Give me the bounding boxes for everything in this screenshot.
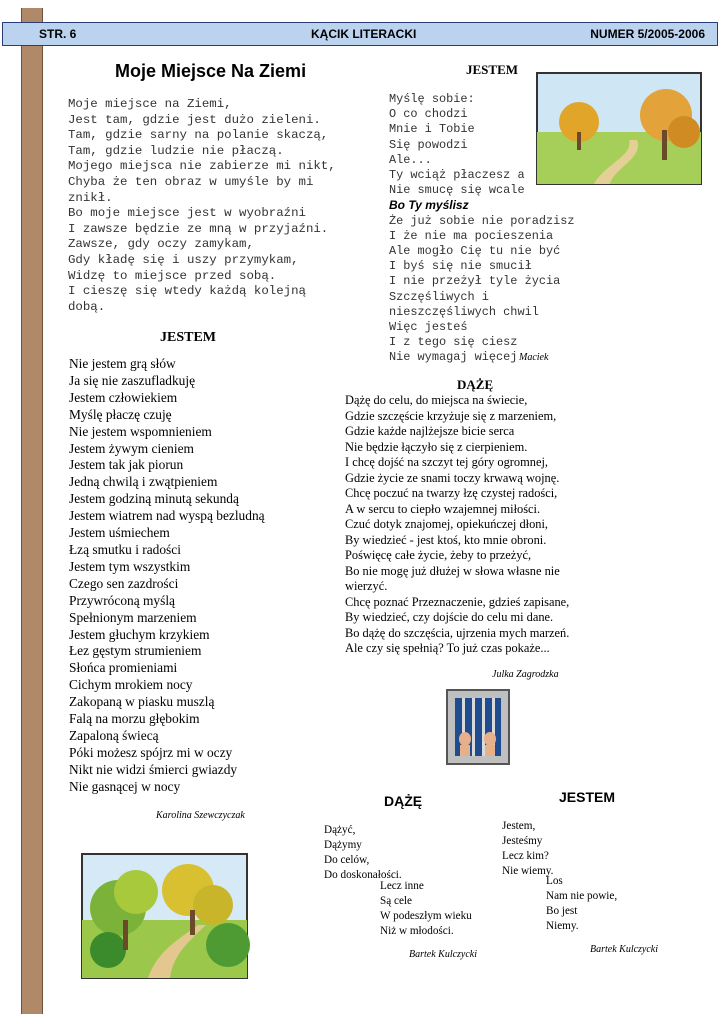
author-signature: Maciek <box>519 352 549 363</box>
poem-daze-julka <box>345 393 569 657</box>
poem-line: Nie smucę się wcale <box>389 183 525 198</box>
poem-daze-bartek-part1 <box>324 823 402 883</box>
poem-line: By wiedzieć, czy dojście do celu mi dane. <box>345 610 554 624</box>
poem-line: I chcę dojść na szczyt tej góry ogromnej, <box>345 455 548 469</box>
poem-title-daze: DĄŻĘ <box>457 377 494 392</box>
poem-line: Niż w młodości. <box>380 925 454 937</box>
poem-line: Jestem, <box>502 820 536 832</box>
poem-title-moje-miejsce: Moje Miejsce Na Ziemi <box>115 61 307 81</box>
poem-line: Myślę płaczę czuję <box>69 406 172 422</box>
poem-line: Czego sen zazdrości <box>69 575 179 591</box>
poem-line: Gdy kładę się i uszy przymykam, <box>68 252 299 267</box>
poem-line: Ale mogło Cię tu nie być <box>389 244 561 259</box>
poem-line: Do doskonałości. <box>324 869 402 881</box>
poem-line: Chcę poznać Przeznaczenie, gdzieś zapisane, <box>345 594 570 609</box>
page-header <box>2 22 718 46</box>
poem-line: O co chodzi <box>389 107 468 122</box>
poem-line: Jestem godziną minutą sekundą <box>69 491 239 507</box>
poem-line: I z tego się ciesz <box>389 335 518 350</box>
poem-line: Mojego miejsca nie zabierze mi nikt, <box>68 159 336 174</box>
poem-line: Ale czy się spełnią? To już czas pokaże... <box>345 641 550 655</box>
poem-jestem-bartek-part1 <box>502 819 553 879</box>
poem-line: Nam nie powie, <box>546 890 618 902</box>
poem-line: Jestem uśmiechem <box>69 525 170 541</box>
poem-line: Dążę do celu, do miejsca na świecie, <box>345 393 528 407</box>
author-signature: Karolina Szewczyczak <box>156 810 245 821</box>
poem-daze-bartek-part2 <box>380 879 472 939</box>
poem-line: Falą na morzu głębokim <box>69 711 200 727</box>
poem-line: Jestem żywym cieniem <box>69 440 194 456</box>
poem-line: Łez gęstym strumieniem <box>69 643 202 659</box>
prison-bars-image <box>446 689 510 765</box>
poem-line: A w sercu to ciepło wzajemnej miłości. <box>345 501 541 516</box>
poem-line: Dążyć, <box>324 824 356 836</box>
poem-line: Nie gasnącej w nocy <box>69 778 181 794</box>
poem-line: Cichym mrokiem nocy <box>69 677 193 693</box>
poem-line: Tam, gdzie sarny na polanie skaczą, <box>68 128 329 143</box>
poem-line: Gdzie szczęście krzyżuje się z marzeniem, <box>345 408 557 423</box>
poem-line: Szczęśliwych i <box>389 289 489 304</box>
left-margin-bar <box>21 8 43 1014</box>
poem-line: Mnie i Tobie <box>389 122 475 137</box>
poem-line: Bo nie mogę już dłużej w słowa własne nie <box>345 563 560 578</box>
poem-line: wierzyć. <box>345 579 388 593</box>
poem-line: Póki możesz spójrz mi w oczy <box>69 744 233 760</box>
poem-line: Nie jestem wspomnieniem <box>69 423 212 439</box>
poem-line: Los <box>546 875 563 887</box>
poem-title-jestem: JESTEM <box>160 330 217 345</box>
poem-line: Nie jestem grą słów <box>69 356 176 371</box>
tree-landscape-image <box>78 850 251 982</box>
poem-jestem-maciek <box>389 92 575 366</box>
poem-line: Jedną chwilą i zwątpieniem <box>69 474 218 490</box>
poem-line: Widzę to miejsce przed sobą. <box>68 268 277 283</box>
poem-line: Zakopaną w piasku muszlą <box>69 694 215 710</box>
poem-line: Chyba że ten obraz w umyśle by mi <box>68 174 314 189</box>
section-title: KĄCIK LITERACKI <box>311 27 417 41</box>
poem-line: dobą. <box>68 299 106 314</box>
poem-line: W podeszłym wieku <box>380 910 472 922</box>
poem-line: Jestem tym wszystkim <box>69 558 191 574</box>
poem-line: Nie będzie łączyło się z cierpieniem. <box>345 439 528 454</box>
poem-line: Jest tam, gdzie jest dużo zieleni. <box>68 112 321 127</box>
poem-line: Zapaloną świecą <box>69 727 159 743</box>
poem-line: I cieszę się wtedy każdą kolejną <box>68 284 306 299</box>
author-signature: Bartek Kulczycki <box>590 944 659 955</box>
poem-line: Jestem głuchym krzykiem <box>69 626 210 642</box>
poem-line-emphasis: Bo Ty myślisz <box>389 198 469 213</box>
poem-line: Są cele <box>380 895 412 907</box>
poem-line: Się powodzi <box>389 137 468 152</box>
poem-line: Moje miejsce na Ziemi, <box>68 97 232 111</box>
poem-line: znikł. <box>68 190 113 205</box>
poem-line: Nikt nie widzi śmierci gwiazdy <box>69 761 238 777</box>
poem-line: I byś się nie smucił <box>389 259 532 274</box>
poem-line: Że już sobie nie poradzisz <box>389 213 575 228</box>
poem-line: Czuć dotyk znajomej, opiekuńczej dłoni, <box>345 517 549 531</box>
poem-line: I zawsze będzie ze mną w przyjaźni. <box>68 221 329 236</box>
poem-line: Jestem wiatrem nad wyspą bezludną <box>69 508 265 524</box>
poem-line: Tam, gdzie ludzie nie płaczą. <box>68 143 284 158</box>
author-signature: Julka Zagrodzka <box>492 669 559 680</box>
poem-line: Słońca promieniami <box>69 660 178 676</box>
poem-line: Bo dążę do szczęścia, ujrzenia mych marzeń. <box>345 625 570 640</box>
poem-line: Dążymy <box>324 839 362 851</box>
poem-line: Jestem człowiekiem <box>69 389 178 405</box>
poem-line: Gdzie każde najlżejsze bicie serca <box>345 424 515 438</box>
poem-line: I że nie ma pocieszenia <box>389 228 554 243</box>
prison-bars-icon <box>446 689 510 765</box>
poem-line: Gdzie życie ze snami toczy krwawą wojnę. <box>345 470 560 485</box>
poem-line: Lecz inne <box>380 880 424 892</box>
poem-line: I nie przeżył tyle życia <box>389 274 561 289</box>
poem-line: Łzą smutku i radości <box>69 541 181 557</box>
poem-line: nieszczęśliwych chwil <box>389 304 539 319</box>
tree-landscape-icon <box>78 850 251 982</box>
poem-title-jestem-3: JESTEM <box>559 789 616 805</box>
poem-line: Lecz kim? <box>502 850 549 862</box>
poem-line: Niemy. <box>546 920 579 932</box>
poem-title-jestem-2: JESTEM <box>466 62 519 77</box>
poem-line: Myślę sobie: <box>389 92 475 106</box>
issue-number: NUMER 5/2005-2006 <box>590 27 705 41</box>
poem-line: Ale... <box>389 152 432 167</box>
poem-line: Nie wiemy. <box>502 865 554 877</box>
poem-line: Jestem tak jak piorun <box>69 457 184 473</box>
poem-line: Nie wymagaj więcej <box>389 350 518 365</box>
poem-line: Zawsze, gdy oczy zamykam, <box>68 237 254 252</box>
poem-line: By wiedzieć - jest ktoś, kto mnie obroni. <box>345 532 547 547</box>
poem-line: Poświęcę całe życie, żeby to przeżyć, <box>345 548 532 562</box>
page-number: STR. 6 <box>39 27 77 41</box>
poem-line: Ty wciąż płaczesz a <box>389 168 525 183</box>
poem-line: Jesteśmy <box>502 835 543 847</box>
poem-line: Do celów, <box>324 854 370 866</box>
poem-jestem-karolina <box>69 356 265 796</box>
poem-line: Bo moje miejsce jest w wyobraźni <box>68 206 306 221</box>
poem-line: Przywróconą myślą <box>69 592 175 608</box>
poem-line: Bo jest <box>546 905 578 917</box>
poem-line: Ja się nie zaszufladkuję <box>69 372 196 388</box>
author-signature: Bartek Kulczycki <box>409 949 478 960</box>
poem-line: Więc jesteś <box>389 320 468 335</box>
poem-jestem-bartek-part2 <box>546 874 617 934</box>
poem-line: Chcę poczuć na twarzy łzę czystej radości, <box>345 486 558 500</box>
poem-moje-miejsce <box>68 97 336 315</box>
poem-title-daze-2: DĄŻĘ <box>384 793 423 809</box>
poem-line: Spełnionym marzeniem <box>69 609 197 625</box>
